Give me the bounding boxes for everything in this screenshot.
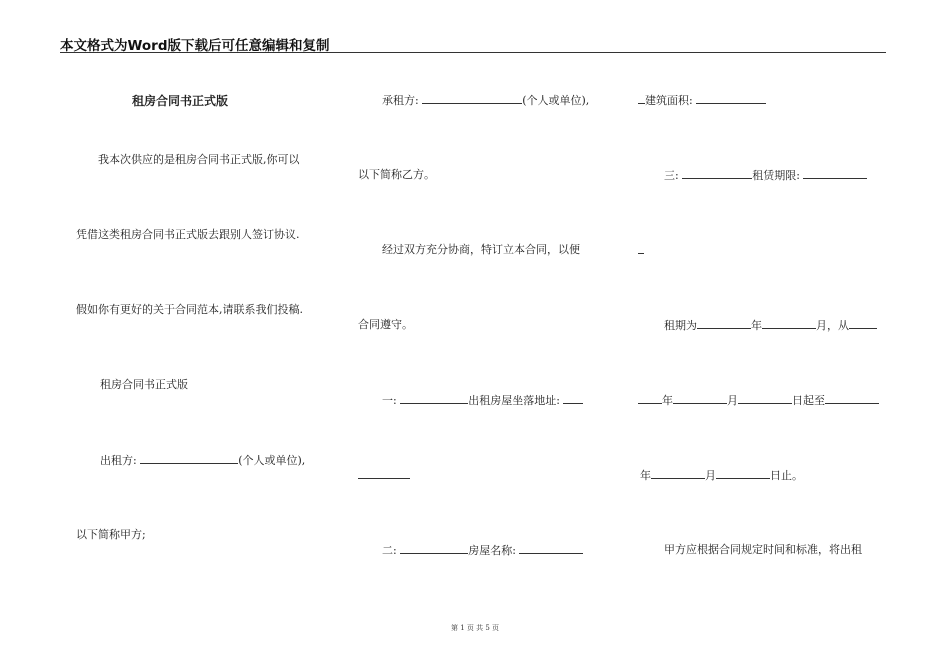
lease-term-line: [664, 168, 867, 183]
page-footer: 第 1 页 共 5 页: [450, 624, 500, 632]
blank-line: [358, 468, 410, 483]
term-period-line: [664, 318, 877, 333]
lessee-line: [382, 93, 589, 108]
house-name-label: 房屋名称:: [468, 544, 516, 557]
blank-field: [519, 543, 583, 554]
month-label: 月: [727, 394, 738, 407]
paragraph-line: 甲方应根据合同规定时间和标准，将出租: [664, 543, 862, 556]
blank-field: [422, 93, 522, 104]
lessor-line: [100, 453, 305, 468]
year-label: 年: [640, 469, 651, 482]
blank-field: [697, 318, 751, 329]
area-line: [638, 93, 766, 108]
blank-line: [638, 243, 644, 258]
end-date-line: [640, 468, 803, 483]
paragraph-line: 以下简称乙方。: [358, 168, 435, 181]
lessor-suffix: (个人或单位),: [238, 454, 306, 467]
page-header: [60, 34, 886, 53]
year-label: 年: [662, 394, 673, 407]
blank-field: [682, 168, 752, 179]
blank-field: [400, 393, 468, 404]
month-from-label: 月，从: [816, 319, 849, 332]
paragraph-line: 经过双方充分协商，特订立本合同，以便: [382, 243, 580, 256]
blank-field: [358, 468, 410, 479]
clause-two-label: 二:: [382, 544, 397, 557]
blank-field: [638, 393, 662, 404]
paragraph-line: 以下简称甲方;: [76, 528, 146, 541]
blank-field: [651, 468, 705, 479]
blank-field: [673, 393, 727, 404]
blank-field: [762, 318, 816, 329]
blank-field: [140, 453, 238, 464]
paragraph-line: 租房合同书正式版: [100, 378, 188, 391]
blank-field: [716, 468, 770, 479]
day-to-label: 日起至: [792, 394, 825, 407]
column-2: [356, 60, 610, 630]
blank-field: [400, 543, 468, 554]
paragraph-line: 我本次供应的是租房合同书正式版,你可以: [98, 153, 300, 166]
address-label: 出租房屋坐落地址:: [468, 394, 560, 407]
column-1: [74, 60, 330, 630]
blank-field: [563, 393, 583, 404]
paragraph-line: 合同遵守。: [358, 318, 413, 331]
clause-one-label: 一:: [382, 394, 397, 407]
blank-field: [696, 93, 766, 104]
paragraph-line: 凭借这类租房合同书正式版去跟别人签订协议.: [76, 228, 300, 241]
month-label: 月: [705, 469, 716, 482]
blank-field: [638, 243, 644, 254]
year-label: 年: [751, 319, 762, 332]
clause-three-label: 三:: [664, 169, 679, 182]
lease-term-label: 租赁期限:: [752, 169, 800, 182]
day-end-label: 日止。: [770, 469, 803, 482]
house-name-line: [382, 543, 583, 558]
blank-field: [803, 168, 867, 179]
start-date-line: [638, 393, 879, 408]
header-text: 本文格式为Word版下载后可任意编辑和复制: [60, 38, 330, 54]
term-period-label: 租期为: [664, 319, 697, 332]
address-line: [382, 393, 583, 408]
blank-field: [825, 393, 879, 404]
lessee-suffix: (个人或单位),: [522, 94, 590, 107]
column-3: [638, 60, 888, 630]
paragraph-line: 假如你有更好的关于合同范本,请联系我们投稿.: [76, 303, 303, 316]
lessor-label: 出租方:: [100, 454, 137, 467]
blank-field: [738, 393, 792, 404]
blank-field: [638, 93, 645, 104]
document-title: 租房合同书正式版: [132, 94, 229, 108]
lessee-label: 承租方:: [382, 94, 419, 107]
blank-field: [849, 318, 877, 329]
area-label: 建筑面积:: [645, 94, 693, 107]
